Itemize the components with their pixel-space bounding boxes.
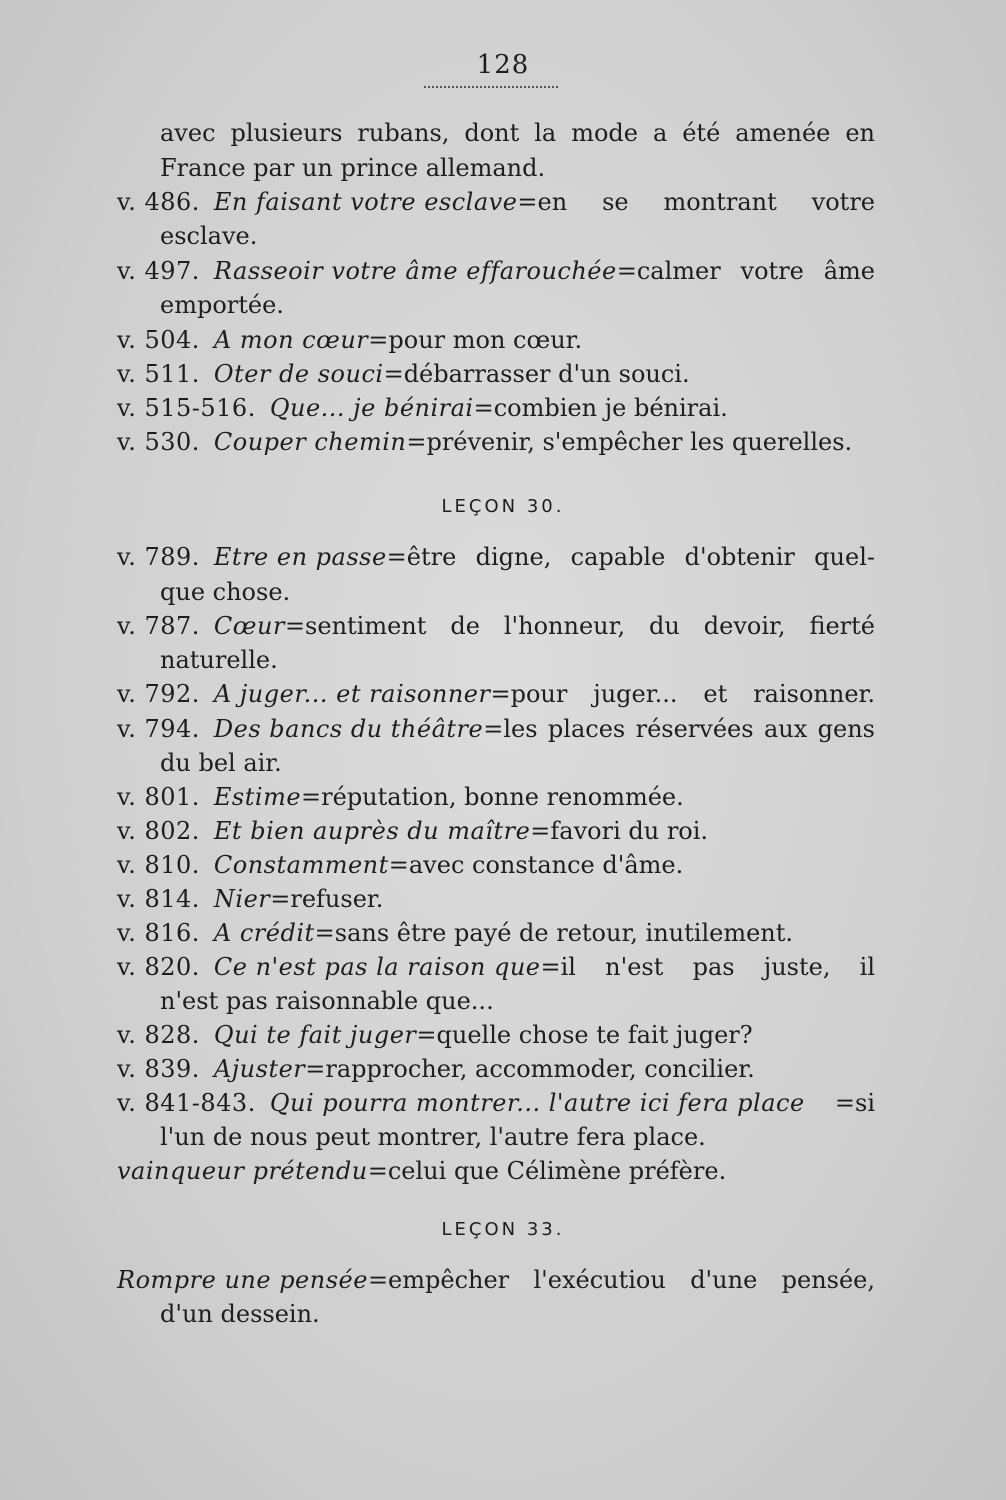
definition: =être digne, capable d'obtenir quel- bbox=[386, 543, 875, 571]
definition: =si bbox=[834, 1089, 875, 1117]
section-heading-lecon-33: LEÇON 33. bbox=[441, 1219, 565, 1240]
quoted-term: A mon cœur bbox=[213, 326, 369, 354]
quoted-term: Et bien auprès du maître bbox=[213, 817, 531, 845]
quoted-term: A juger... et raisonner bbox=[213, 680, 491, 708]
verse-ref: v. 828. bbox=[117, 1021, 200, 1049]
verse-ref: v. 504. bbox=[117, 326, 200, 354]
definition: =débarrasser d'un souci. bbox=[383, 360, 690, 388]
text-line: emportée. bbox=[160, 291, 284, 319]
note-entry-801 bbox=[117, 780, 684, 814]
note-entry-504 bbox=[117, 323, 582, 357]
verse-ref: v. 801. bbox=[117, 783, 200, 811]
quoted-term: Nier bbox=[213, 885, 271, 913]
verse-ref: v. 794. bbox=[117, 715, 200, 743]
definition: =pour juger... et raisonner. bbox=[490, 680, 875, 708]
quoted-term: Couper chemin bbox=[213, 428, 407, 456]
quoted-term: Oter de souci bbox=[213, 360, 384, 388]
definition: =quelle chose te fait juger? bbox=[416, 1021, 753, 1049]
quoted-term: vainqueur prétendu bbox=[117, 1157, 368, 1185]
quoted-term: A crédit bbox=[213, 919, 315, 947]
definition: =favori du roi. bbox=[530, 817, 709, 845]
text-line: naturelle. bbox=[160, 646, 278, 674]
text-line: l'un de nous peut montrer, l'autre fera place. bbox=[160, 1123, 706, 1151]
verse-ref: v. 810. bbox=[117, 851, 200, 879]
definition: =prévenir, s'empêcher les querelles. bbox=[406, 428, 853, 456]
quoted-term: Qui te fait juger bbox=[213, 1021, 417, 1049]
definition: =refuser. bbox=[270, 885, 384, 913]
definition: =rapprocher, accommoder, concilier. bbox=[305, 1055, 755, 1083]
note-entry-497 bbox=[117, 254, 875, 288]
note-entry-816 bbox=[117, 916, 793, 950]
quoted-term: Ce n'est pas la raison que bbox=[213, 953, 541, 981]
quoted-term: Estime bbox=[213, 783, 302, 811]
note-entry-515 bbox=[117, 391, 728, 425]
verse-ref: v. 515-516. bbox=[117, 394, 256, 422]
verse-ref: v. 789. bbox=[117, 543, 200, 571]
definition: =sentiment de l'honneur, du devoir, fierté bbox=[284, 612, 875, 640]
note-entry-rompre bbox=[117, 1263, 875, 1297]
note-entry-vainqueur bbox=[117, 1154, 726, 1188]
verse-ref: v. 839. bbox=[117, 1055, 200, 1083]
note-entry-839 bbox=[117, 1052, 755, 1086]
definition: =réputation, bonne renommée. bbox=[301, 783, 684, 811]
verse-ref: v. 787. bbox=[117, 612, 200, 640]
page-number-rule bbox=[424, 86, 558, 88]
text-line: avec plusieurs rubans, dont la mode a été amenée en bbox=[160, 119, 875, 147]
note-entry-511 bbox=[117, 357, 690, 391]
quoted-term: En faisant votre esclave bbox=[213, 188, 518, 216]
definition: =celui que Célimène préfère. bbox=[367, 1157, 727, 1185]
page-number: 128 bbox=[476, 50, 530, 80]
section-heading-lecon-30: LEÇON 30. bbox=[441, 496, 565, 517]
quoted-term: Etre en passe bbox=[213, 543, 387, 571]
definition: =pour mon cœur. bbox=[368, 326, 583, 354]
note-entry-810 bbox=[117, 848, 683, 882]
note-entry-787 bbox=[117, 609, 875, 643]
definition: =en se montrant votre bbox=[517, 188, 875, 216]
verse-ref: v. 802. bbox=[117, 817, 200, 845]
note-entry-820 bbox=[117, 950, 875, 984]
note-entry-789 bbox=[117, 540, 875, 574]
text-line: esclave. bbox=[160, 222, 258, 250]
note-entry-841 bbox=[117, 1086, 875, 1120]
note-entry-486 bbox=[117, 185, 875, 219]
text-line: France par un prince allemand. bbox=[160, 154, 546, 182]
text-line: n'est pas raisonnable que... bbox=[160, 987, 494, 1015]
note-entry-794 bbox=[117, 712, 875, 746]
definition: =avec constance d'âme. bbox=[388, 851, 684, 879]
verse-ref: v. 530. bbox=[117, 428, 200, 456]
definition: =il n'est pas juste, il bbox=[540, 953, 875, 981]
definition: =calmer votre âme bbox=[616, 257, 875, 285]
quoted-term: Rompre une pensée bbox=[117, 1266, 368, 1294]
verse-ref: v. 486. bbox=[117, 188, 200, 216]
note-entry-792 bbox=[117, 677, 875, 711]
note-entry-828 bbox=[117, 1018, 753, 1052]
text-line: du bel air. bbox=[160, 749, 282, 777]
definition: =empêcher l'exécutiou d'une pensée, bbox=[367, 1266, 875, 1294]
note-entry-814 bbox=[117, 882, 383, 916]
verse-ref: v. 792. bbox=[117, 680, 200, 708]
quoted-term: Qui pourra montrer... l'autre ici fera place bbox=[269, 1089, 805, 1117]
text-line: que chose. bbox=[160, 578, 291, 606]
verse-ref: v. 816. bbox=[117, 919, 200, 947]
definition: =combien je bénirai. bbox=[473, 394, 728, 422]
verse-ref: v. 820. bbox=[117, 953, 200, 981]
note-entry-530 bbox=[117, 425, 852, 459]
quoted-term: Des bancs du théâtre bbox=[213, 715, 484, 743]
definition: =les places réservées aux gens bbox=[483, 715, 875, 743]
quoted-term: Cœur bbox=[213, 612, 285, 640]
verse-ref: v. 814. bbox=[117, 885, 200, 913]
text-line: d'un dessein. bbox=[160, 1300, 320, 1328]
quoted-term: Rasseoir votre âme effarouchée bbox=[213, 257, 617, 285]
quoted-term: Constamment bbox=[213, 851, 389, 879]
quoted-term: Ajuster bbox=[213, 1055, 306, 1083]
verse-ref: v. 841-843. bbox=[117, 1089, 256, 1117]
verse-ref: v. 511. bbox=[117, 360, 200, 388]
verse-ref: v. 497. bbox=[117, 257, 200, 285]
definition: =sans être payé de retour, inutilement. bbox=[314, 919, 794, 947]
quoted-term: Que... je bénirai bbox=[269, 394, 474, 422]
note-entry-802 bbox=[117, 814, 708, 848]
